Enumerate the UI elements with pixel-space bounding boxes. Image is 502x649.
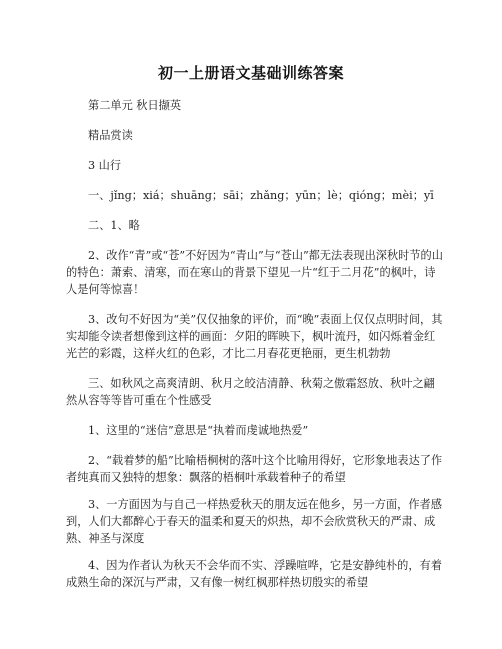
answer-paragraph: 二、1、略 bbox=[88, 219, 140, 232]
section-heading: 第二单元 秋日撷英 bbox=[88, 99, 182, 112]
answer-paragraph: 4、因为作者认为秋天不会华而不实、浮躁喧哗，它是安静纯朴的，有着成熟生命的深沉与严肃，又有像一树红枫那样热切殷实的希望 bbox=[66, 559, 442, 589]
document-body bbox=[66, 97, 444, 601]
document-title: 初一上册语文基础训练答案 bbox=[157, 64, 344, 82]
answer-paragraph: 3、一方面因为与自己一样热爱秋天的朋友远在他乡，另一方面，作者感到，人们大都醉心于春天的温柔和夏天的炽热，却不会欣赏秋天的严肃、成熟、神圣与深度 bbox=[66, 498, 442, 545]
lesson-heading: 3 山行 bbox=[88, 159, 122, 172]
subsection-heading: 精品赏读 bbox=[88, 129, 133, 142]
answer-paragraph: 1、这里的“迷信”意思是“执着而虔诚地热爱” bbox=[88, 424, 309, 437]
answer-paragraph: 2、“载着梦的船”比喻梧桐树的落叶这个比喻用得好，它形象地表达了作者纯真而又独特的想象：飘落的梧桐叶承载着种子的希望 bbox=[66, 454, 443, 484]
answer-paragraph: 2、改作“青”或“苍”不好因为“青山”与“苍山”都无法表现出深秋时节的山的特色：萧索、清寒，而在寒山的背景下望见一片“红于二月花”的枫叶，诗人是何等惊喜！ bbox=[66, 249, 443, 296]
answer-paragraph: 三、如秋风之高爽清朗、秋月之皎洁清静、秋菊之傲霜怒放、秋叶之翩然从容等等皆可重在个性感受 bbox=[66, 377, 435, 407]
answer-paragraph: 一、jǐng；xiá；shuāng；sāi；zhǎng；yūn；lè；qióng；mèi；yī bbox=[88, 189, 434, 202]
answer-paragraph: 3、改句不好因为“美”仅仅抽象的评价，而“晚”表面上仅仅点明时间，其实却能令读者想像到这样的画面：夕阳的晖映下，枫叶流丹，如闪烁着金红光芒的彩霞，这样火红的色彩，才比二月春花更艳丽，更生机勃勃 bbox=[66, 313, 443, 360]
